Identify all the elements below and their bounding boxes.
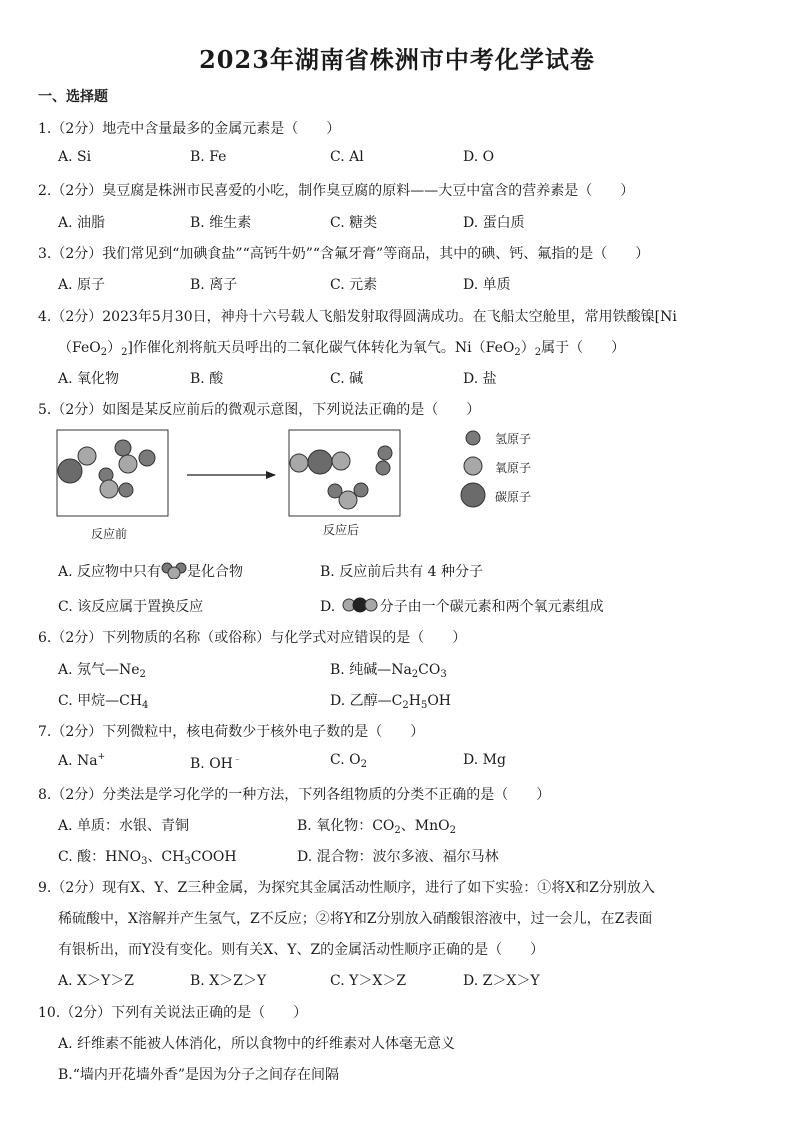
q8-option-c: C. 酸：$HNO_3$、$CH_3COOH$ xyxy=(58,849,237,867)
legend-hydrogen-atom xyxy=(466,431,480,445)
after-caption: 反应后 xyxy=(323,523,360,537)
legend-oxygen-atom xyxy=(464,457,482,475)
after-box xyxy=(289,430,400,516)
q5-option-c: C. 该反应属于置换反应 xyxy=(58,599,204,615)
legend-carbon-label: 碳原子 xyxy=(495,490,532,504)
legend-oxygen-label: 氧原子 xyxy=(495,461,532,475)
question-3-stem: 3.（2分）我们常见到“加碘食盐”“高钙牛奶”“含氟牙膏”等商品，其中的碘、钙、氟指的是（ ） xyxy=(38,246,650,262)
q10-option-b: B.“墙内开花墙外香”是因为分子之间存在间隔 xyxy=(58,1067,340,1083)
q9-option-c: C. Y＞X＞Z xyxy=(330,973,407,989)
legend-hydrogen-label: 氢原子 xyxy=(495,432,532,446)
question-4-stem-line1: 4.（2分）2023年5月30日，神舟十六号载人飞船发射取得圆满成功。在飞船太空舱里，常用铁酸镍[Ni xyxy=(38,309,677,325)
page-title: 2023年湖南省株洲市中考化学试卷 xyxy=(199,45,595,74)
oxygen-atom xyxy=(100,480,118,498)
question-6-stem: 6.（2分）下列物质的名称（或俗称）与化学式对应错误的是（ ） xyxy=(38,630,467,646)
oxygen-atom xyxy=(332,452,350,470)
hydrogen-atom xyxy=(139,450,155,466)
q3-option-b: B. 离子 xyxy=(190,277,238,293)
hydrogen-atom xyxy=(328,484,342,498)
q10-option-a: A. 纤维素不能被人体消化，所以食物中的纤维素对人体毫无意义 xyxy=(58,1036,456,1052)
q3-option-a: A. 原子 xyxy=(58,277,106,293)
q5-option-b: B. 反应前后共有 4 种分子 xyxy=(320,564,483,580)
hydrogen-atom xyxy=(99,468,113,482)
question-5-stem: 5.（2分）如图是某反应前后的微观示意图，下列说法正确的是（ ） xyxy=(38,402,481,418)
question-10-stem: 10.（2分）下列有关说法正确的是（ ） xyxy=(38,1005,308,1021)
q9-option-b: B. X＞Z＞Y xyxy=(190,973,267,989)
question-4-stem-line2: $(FeO_2)_2$]作催化剂将航天员呼出的二氧化碳气体转化为氧气。$Ni(FeO_2)_2$属于（ ） xyxy=(58,340,626,358)
oxygen-atom xyxy=(78,447,96,465)
q1-option-a: A. Si xyxy=(58,149,92,165)
question-9-stem-line1: 9.（2分）现有X、Y、Z三种金属，为探究其金属活动性顺序，进行了如下实验：①将X和Z分别放入 xyxy=(38,880,655,896)
q9-option-d: D. Z＞X＞Y xyxy=(463,973,540,989)
legend-carbon-atom xyxy=(461,483,485,507)
question-9-stem-line2: 稀硫酸中，X溶解并产生氢气，Z不反应；②将Y和Z分别放入硝酸银溶液中，过一会儿，在Z表面 xyxy=(58,911,653,927)
q7-option-b: B. OH﹣ xyxy=(190,755,242,772)
q2-option-d: D. 蛋白质 xyxy=(463,215,525,231)
water-molecule-icon xyxy=(161,561,187,579)
q4-option-d: D. 盐 xyxy=(463,371,497,387)
q1-option-c: C. Al xyxy=(330,149,364,165)
q4-option-c: C. 碱 xyxy=(330,371,364,387)
carbon-dioxide-molecule-icon xyxy=(340,596,380,614)
q6-option-b: B. 纯碱$—Na_2CO_3$ xyxy=(330,662,447,680)
hydrogen-atom xyxy=(376,461,390,475)
q4-option-b: B. 酸 xyxy=(190,371,224,387)
q4-option-a: A. 氧化物 xyxy=(58,371,120,387)
oxygen-atom xyxy=(339,491,357,509)
q5-option-a: A. 反应物中只有 是化合物 xyxy=(58,561,243,581)
question-9-stem-line3: 有银析出，而Y没有变化。则有关X、Y、Z的金属活动性顺序正确的是（ ） xyxy=(58,942,545,958)
q3-option-c: C. 元素 xyxy=(330,277,378,293)
q2-option-a: A. 油脂 xyxy=(58,215,106,231)
hydrogen-atom xyxy=(378,446,392,460)
q6-option-c: C. 甲烷$—CH_4$ xyxy=(58,693,149,711)
q1-option-b: B. Fe xyxy=(190,149,227,165)
reaction-diagram xyxy=(0,0,794,560)
question-1-stem: 1.（2分）地壳中含量最多的金属元素是（ ） xyxy=(38,121,341,137)
q9-option-a: A. X＞Y＞Z xyxy=(58,973,134,989)
q6-option-a: A. 氖气$—Ne_2$ xyxy=(58,662,146,680)
q1-option-d: D. O xyxy=(463,149,495,165)
hydrogen-atom xyxy=(115,440,131,456)
carbon-atom xyxy=(308,450,332,474)
q8-option-d: D. 混合物：波尔多液、福尔马林 xyxy=(297,849,499,865)
hydrogen-atom xyxy=(119,483,133,497)
q2-option-b: B. 维生素 xyxy=(190,215,252,231)
q8-option-a: A. 单质：水银、青铜 xyxy=(58,818,190,834)
q3-option-d: D. 单质 xyxy=(463,277,511,293)
question-2-stem: 2.（2分）臭豆腐是株洲市民喜爱的小吃，制作臭豆腐的原料——大豆中富含的营养素是（ ） xyxy=(38,183,635,199)
q6-option-d: D. 乙醇$—C_2H_5OH$ xyxy=(330,693,451,711)
q7-option-d: D. Mg xyxy=(463,752,506,768)
section-heading: 一、选择题 xyxy=(38,89,108,105)
q2-option-c: C. 糖类 xyxy=(330,215,378,231)
q8-option-b: B. 氧化物：$CO_2$、MnO$_2$ xyxy=(297,818,456,836)
carbon-atom xyxy=(58,459,82,483)
before-box xyxy=(57,430,168,516)
q5-option-d: D. 分子由一个碳元素和两个氧元素组成 xyxy=(320,596,604,616)
question-8-stem: 8.（2分）分类法是学习化学的一种方法，下列各组物质的分类不正确的是（ ） xyxy=(38,787,551,803)
before-caption: 反应前 xyxy=(91,527,128,541)
question-7-stem: 7.（2分）下列微粒中，核电荷数少于核外电子数的是（ ） xyxy=(38,724,425,740)
q7-option-a: A. Na+ xyxy=(58,752,106,769)
hydrogen-atom xyxy=(354,483,368,497)
q7-option-c: C. $O_2$ xyxy=(330,752,367,770)
oxygen-atom xyxy=(119,455,137,473)
oxygen-atom xyxy=(290,454,308,472)
